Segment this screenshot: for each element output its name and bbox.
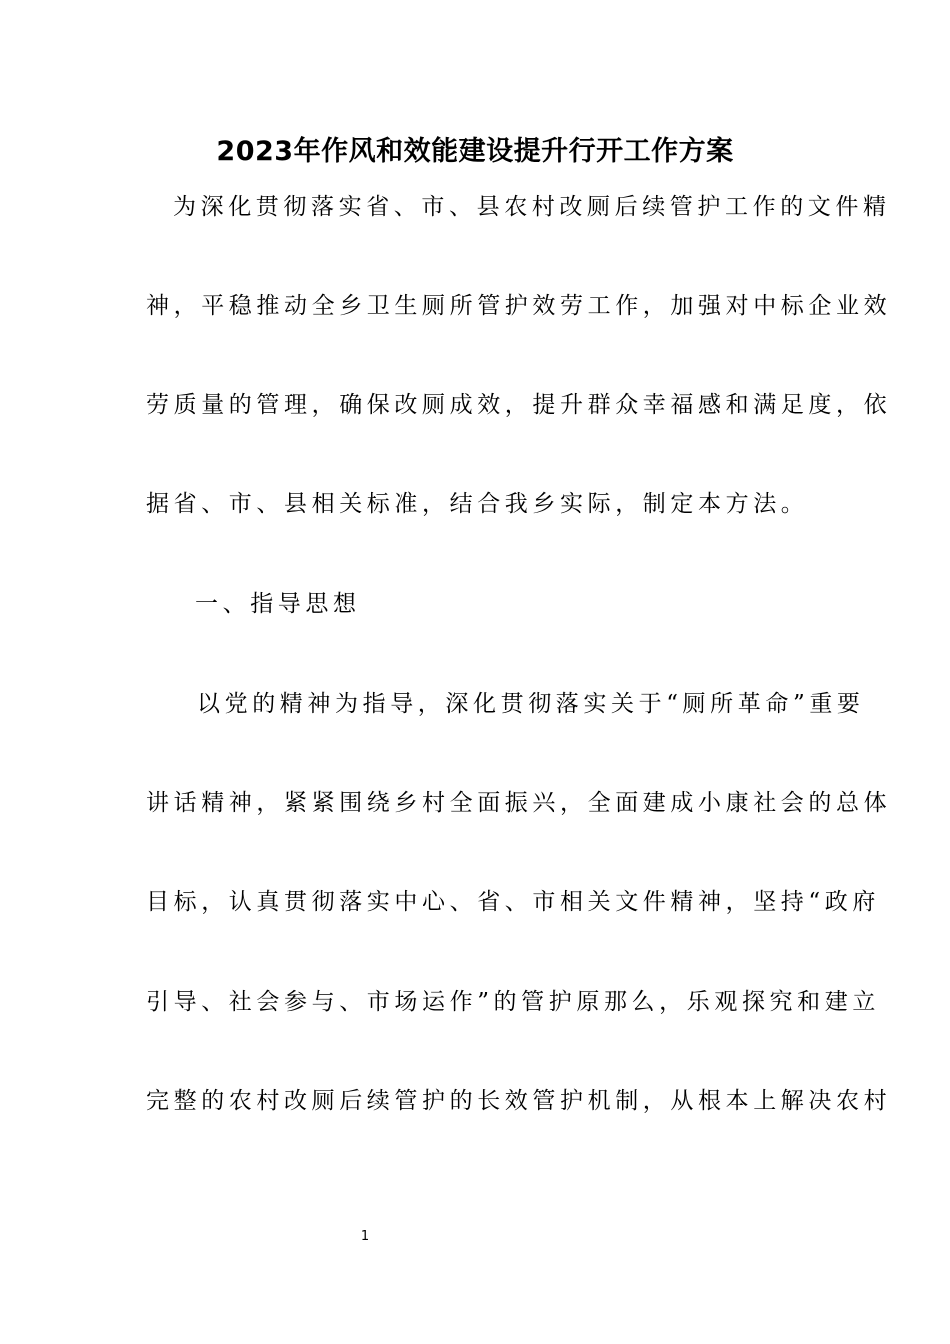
paragraph-line: 据省、市、县相关标准，结合我乡实际，制定本方法。 [146, 491, 809, 517]
paragraph-line: 神，平稳推动全乡卫生厕所管护效劳工作，加强对中标企业效 [146, 293, 892, 319]
paragraph-line: 以党的精神为指导，深化贯彻落实关于“厕所革命”重要 [197, 691, 865, 717]
paragraph-line: 讲话精神，紧紧围绕乡村全面振兴，全面建成小康社会的总体 [146, 790, 892, 816]
document-title: 2023年作风和效能建设提升行开工作方案 [216, 136, 734, 167]
paragraph-line: 引导、社会参与、市场运作”的管护原那么，乐观探究和建立 [146, 989, 880, 1015]
paragraph-line: 目标，认真贯彻落实中心、省、市相关文件精神，坚持“政府 [146, 889, 880, 915]
paragraph-line: 为深化贯彻落实省、市、县农村改厕后续管护工作的文件精 [173, 194, 891, 220]
page-number: 1 [360, 1229, 370, 1244]
paragraph-line: 劳质量的管理，确保改厕成效，提升群众幸福感和满足度，依 [146, 392, 892, 418]
section-heading: 一、指导思想 [195, 591, 361, 617]
paragraph-line: 完整的农村改厕后续管护的长效管护机制，从根本上解决农村 [146, 1088, 892, 1114]
